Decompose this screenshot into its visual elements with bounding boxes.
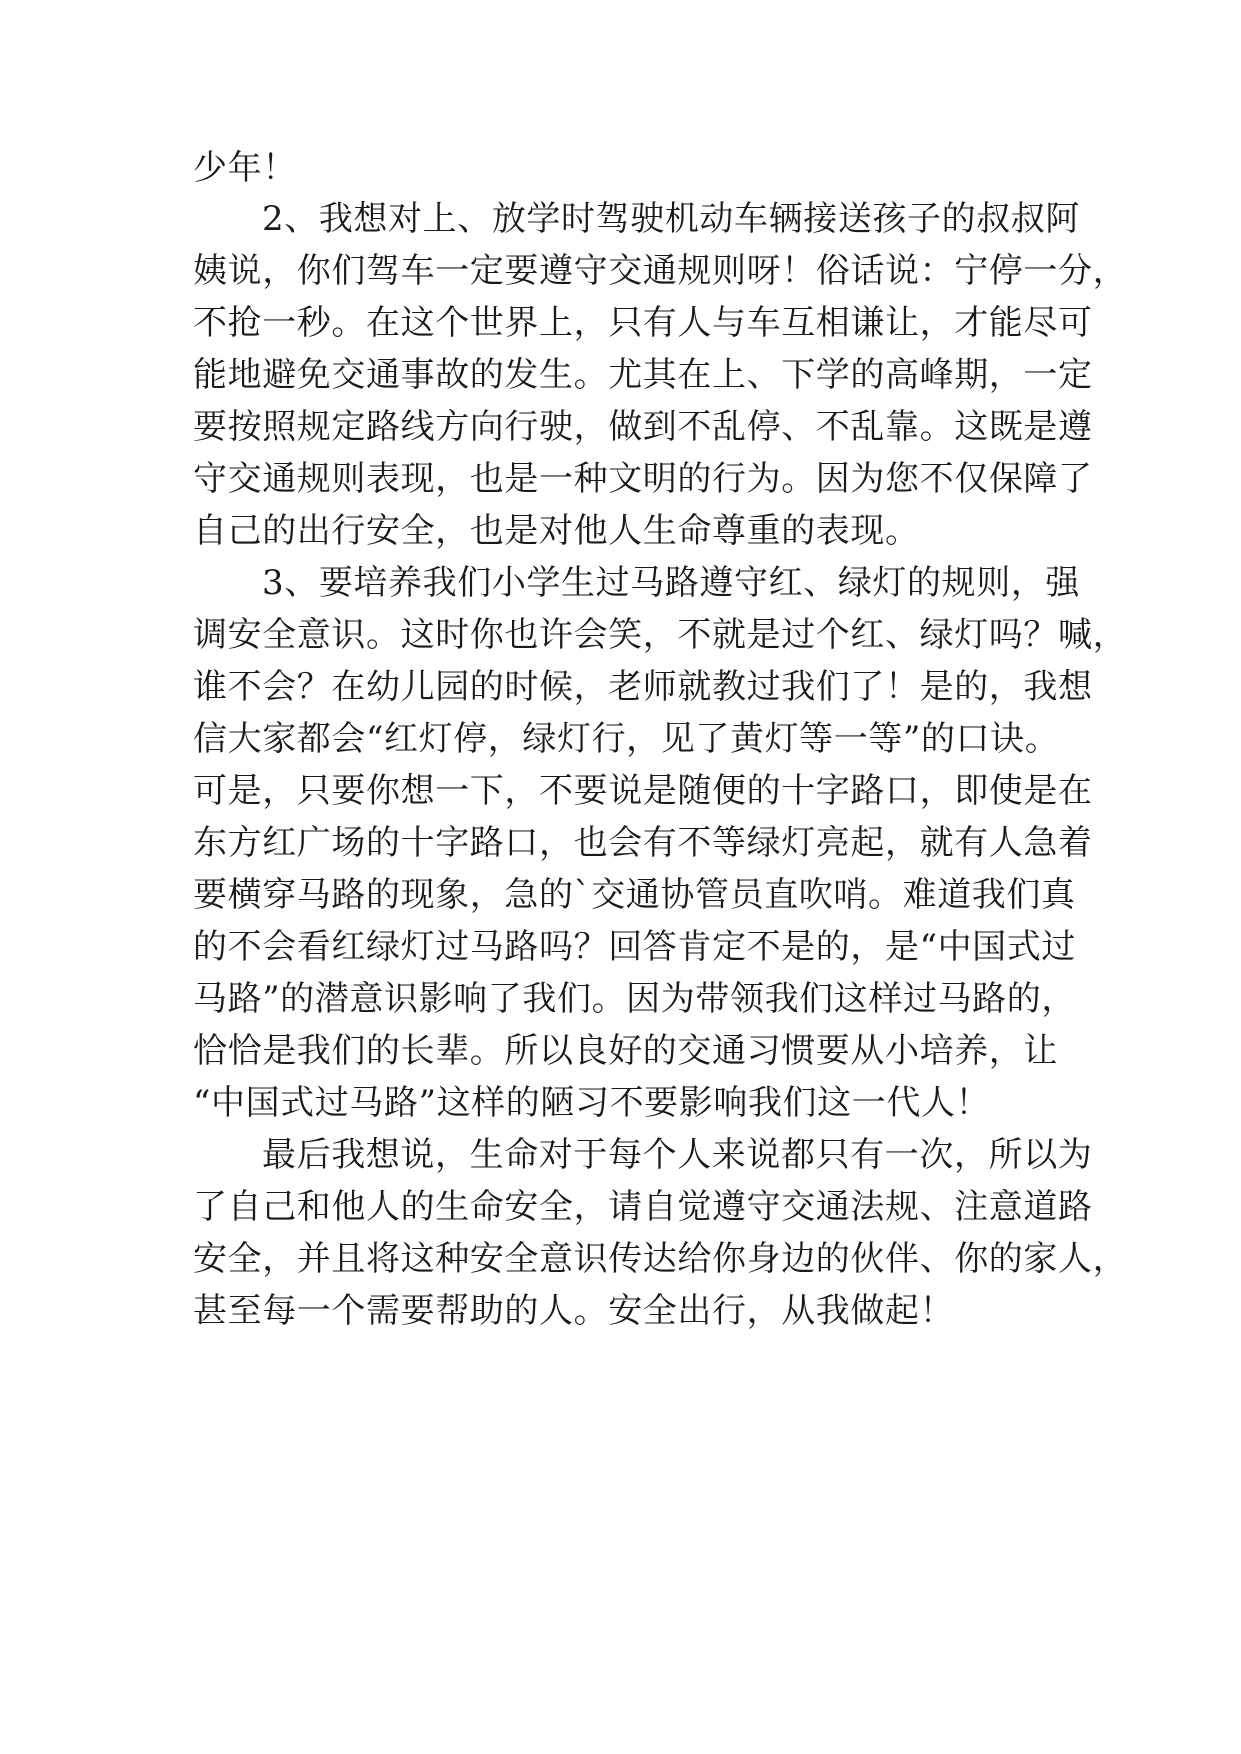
text-line: 安全，并且将这种安全意识传达给你身边的伙伴、你的家人， — [193, 1239, 1128, 1279]
text-line: 能地避免交通事故的发生。尤其在上、下学的高峰期，一定 — [193, 355, 1093, 395]
text-line: 东方红广场的十字路口，也会有不等绿灯亮起，就有人急着 — [193, 823, 1093, 863]
text-line: 调安全意识。这时你也许会笑，不就是过个红、绿灯吗？喊， — [193, 615, 1128, 655]
text-line: 马路”的潜意识影响了我们。因为带领我们这样过马路的， — [193, 979, 1076, 1019]
text-line: 最后我想说，生命对于每个人来说都只有一次，所以为 — [262, 1135, 1093, 1175]
text-line: “中国式过马路”这样的陋习不要影响我们这一代人！ — [193, 1083, 991, 1123]
text-line: 可是，只要你想一下，不要说是随便的十字路口，即使是在 — [193, 771, 1093, 811]
text-line: 3、要培养我们小学生过马路遵守红、绿灯的规则，强 — [262, 563, 1081, 603]
text-line: 信大家都会“红灯停，绿灯行，见了黄灯等一等”的口诀。 — [193, 719, 1060, 759]
text-line: 2、我想对上、放学时驾驶机动车辆接送孩子的叔叔阿 — [262, 199, 1081, 239]
text-line: 要横穿马路的现象，急的`交通协管员直吹哨。难道我们真 — [193, 875, 1076, 915]
text-line: 少年！ — [193, 148, 297, 188]
text-line: 姨说，你们驾车一定要遵守交通规则呀！俗话说：宁停一分， — [193, 251, 1128, 291]
text-line: 守交通规则表现，也是一种文明的行为。因为您不仅保障了 — [193, 459, 1093, 499]
text-line: 要按照规定路线方向行驶，做到不乱停、不乱靠。这既是遵 — [193, 407, 1093, 447]
text-line: 不抢一秒。在这个世界上，只有人与车互相谦让，才能尽可 — [193, 303, 1093, 343]
text-line: 了自己和他人的生命安全，请自觉遵守交通法规、注意道路 — [193, 1187, 1093, 1227]
text-line: 自己的出行安全，也是对他人生命尊重的表现。 — [193, 511, 920, 551]
text-line: 甚至每一个需要帮助的人。安全出行，从我做起！ — [193, 1291, 955, 1331]
text-line: 的不会看红绿灯过马路吗？回答肯定不是的，是“中国式过 — [193, 927, 1076, 967]
text-line: 谁不会？在幼儿园的时候，老师就教过我们了！是的，我想 — [193, 667, 1093, 707]
text-line: 恰恰是我们的长辈。所以良好的交通习惯要从小培养，让 — [193, 1031, 1058, 1071]
